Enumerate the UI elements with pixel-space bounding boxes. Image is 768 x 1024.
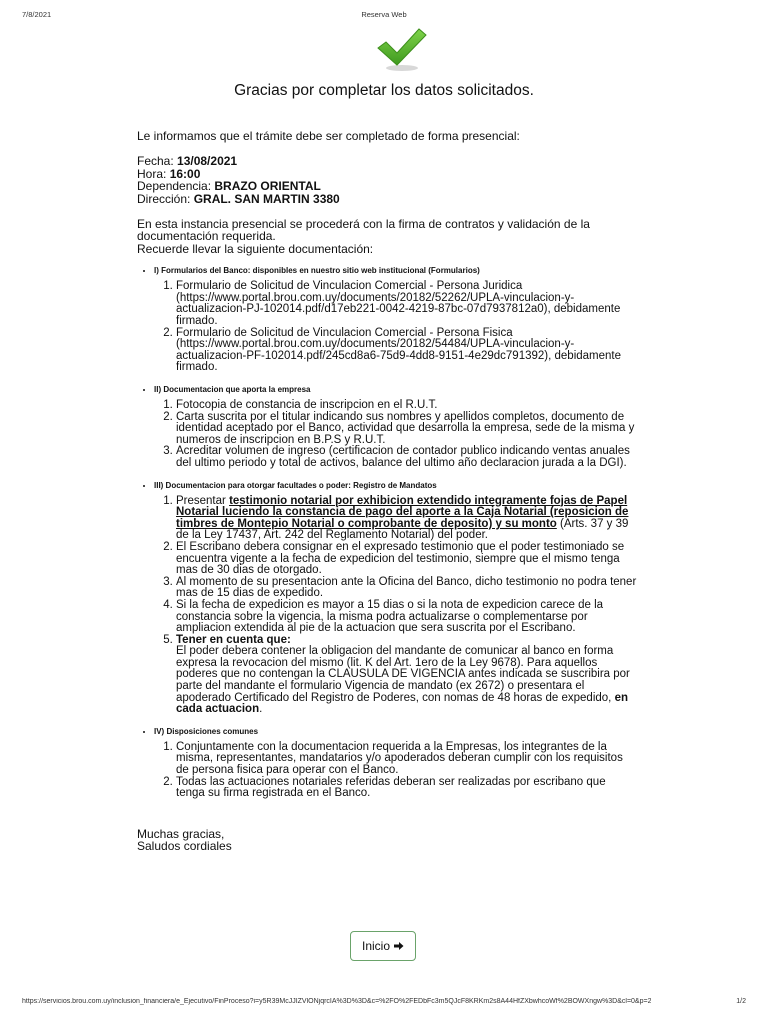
print-date: 7/8/2021 xyxy=(22,10,52,19)
dependencia-label: Dependencia: xyxy=(137,179,215,194)
section-title: • III) Documentacion para otorgar facultades o poder: Registro de Mandatos xyxy=(154,480,437,490)
direccion-label: Dirección: xyxy=(137,191,194,206)
closing-text xyxy=(137,828,637,853)
hora-value: 16:00 xyxy=(169,166,201,181)
item-emphasis: en cada actuacion xyxy=(176,691,628,716)
inicio-label: Inicio xyxy=(361,939,390,953)
item-text: (Arts. 37 y 39 de la Ley 17437, Art. 242 del Reglamento Notarial) del poder. xyxy=(176,517,629,542)
list-item: 1. Conjuntamente con la documentacion requerida a la Empresas, los integrantes de la misma, representantes, mandatarios y/o apoderados deberan cumplir con los requisitos de persona fisica para operar con el Banco. xyxy=(176,742,637,777)
list-item: 2. Carta suscrita por el titular indicando sus nombres y apellidos completos, documento de identidad aceptado por el Banco, actividad que desarrolla la empresa, sede de la misma y numeros de inscripcion en B.P.S y R.U.T. xyxy=(176,412,637,447)
list-item: 2. Formulario de Solicitud de Vinculacion Comercial - Persona Fisica (https://www.portal.brou.com.uy/documents/20182/54484/UPLA-vinculacion-y-actualizacion-PF-102014.pdf/245cd8a6-75d9-4dd8-9151-4e29dc791392), debidamente firmado. xyxy=(176,328,637,374)
instancia-text: En esta instancia presencial se procederá con la firma de contratos y validación de la documentación requerida. xyxy=(137,217,590,244)
appointment-details xyxy=(137,155,637,205)
section-disposiciones xyxy=(154,726,637,800)
print-header xyxy=(22,10,746,22)
arrow-right-icon xyxy=(394,941,404,951)
list-item xyxy=(176,496,637,542)
list-item: 3. Al momento de su presentacion ante la Oficina del Banco, dicho testimonio no podra tener mas de 15 dias de expedido. xyxy=(176,577,637,600)
fecha-value: 13/08/2021 xyxy=(177,154,238,169)
hora-label: Hora: xyxy=(137,166,170,181)
section-title: • IV) Disposiciones comunes xyxy=(154,726,259,736)
direccion-value: GRAL. SAN MARTIN 3380 xyxy=(193,191,340,206)
main-content xyxy=(137,130,637,853)
testimonio-requirement: testimonio notarial por exhibicion extendido integramente fojas de Papel Notarial luciendo la constancia de pago del aporte a la Caja Notarial (reposicion de timbres de Montepio Notarial o comprobante de deposito) y su monto xyxy=(176,494,629,530)
list-item: 4. Si la fecha de expedicion es mayor a 15 dias o si la nota de expedicion carece de la constancia sobre la vigencia, la misma podra actualizarse o complementarse por ampliacion extendida al pie de la actuacion que sera suscrita por el Escribano. xyxy=(176,600,637,635)
section-documentacion-empresa xyxy=(154,384,637,470)
section-list xyxy=(154,281,637,374)
section-list xyxy=(154,400,637,470)
print-footer xyxy=(22,998,746,1010)
intro-text: Le informamos que el trámite debe ser completado de forma presencial: xyxy=(137,129,520,143)
print-url: https://servicios.brou.com.uy/inclusion_financiera/e_Ejecutivo/FinProceso?i=y5R39McJJIZVlONjqrcIA%3D%3D&c=%2FO%2FEDbFc3m5QJcF8KRKm2s8A44HfZXbwhcoWf%2BOWXngw%3D&cl=0&p=2 xyxy=(22,998,652,1005)
fecha-label: Fecha: xyxy=(137,154,178,169)
section-registro-mandatos xyxy=(154,480,637,716)
list-item xyxy=(176,635,637,716)
page-number: 1/2 xyxy=(736,998,746,1005)
section-formularios xyxy=(154,265,637,374)
closing-line: Muchas gracias, xyxy=(137,826,225,841)
section-title: • II) Documentacion que aporta la empresa xyxy=(154,385,311,394)
documentation-sections xyxy=(137,265,637,800)
list-item: 2. El Escribano debera consignar en el expresado testimonio que el poder testimoniado se encuentra vigente a la fecha de expedicion del testimonio, siempre que el mismo tenga mas de 30 dias de otorgado. xyxy=(176,542,637,577)
section-list xyxy=(154,496,637,716)
section-title: • I) Formularios del Banco: disponibles en nuestro sitio web institucional (Formularios) xyxy=(154,266,480,276)
section-list xyxy=(154,742,637,800)
check-icon xyxy=(376,26,428,72)
page-title: Gracias por completar los datos solicitados. xyxy=(234,82,534,99)
closing-line: Saludos cordiales xyxy=(137,839,232,854)
list-item: 1. Formulario de Solicitud de Vinculacion Comercial - Persona Juridica (https://www.portal.brou.com.uy/documents/20182/52262/UPLA-vinculacion-y-actualizacion-PJ-102014.pdf/d17eb221-0042-4219-87bc-07d7937812a0), debidamente firmado. xyxy=(176,281,637,327)
print-title: Reserva Web xyxy=(361,10,407,19)
recuerde-text: Recuerde llevar la siguiente documentación: xyxy=(137,241,374,256)
list-item: 3. Acreditar volumen de ingreso (certificacion de contador publico indicando ventas anuales del ultimo periodo y total de activos, balance del ultimo año declaracion jurada a la DGI). xyxy=(176,446,637,469)
item-text: Presentar xyxy=(176,494,230,507)
list-item: 1. Fotocopia de constancia de inscripcion en el R.U.T. xyxy=(176,400,637,412)
list-item: 2. Todas las actuaciones notariales referidas deberan ser realizadas por escribano que tenga su firma registrada en el Banco. xyxy=(176,777,637,800)
item-text: El poder debera contener la obligacion del mandante de comunicar al banco en forma expresa la revocacion del mismo (lit. K del Art. 1ero de la Ley 9678). Para aquellos poderes que no contengan la CLAUSULA DE VIGENCIA antes indicada se suscribira por parte del mandante el formulario Vigencia de mandato (ex 2672) o presentara el apoderado Certificado del Registro de Poderes, con nomas de 48 horas de expedido, xyxy=(176,645,630,704)
item-text: . xyxy=(259,703,263,716)
dependencia-value: BRAZO ORIENTAL xyxy=(214,179,321,194)
item-heading: Tener en cuenta que: xyxy=(176,633,291,646)
inicio-button[interactable] xyxy=(350,931,416,961)
